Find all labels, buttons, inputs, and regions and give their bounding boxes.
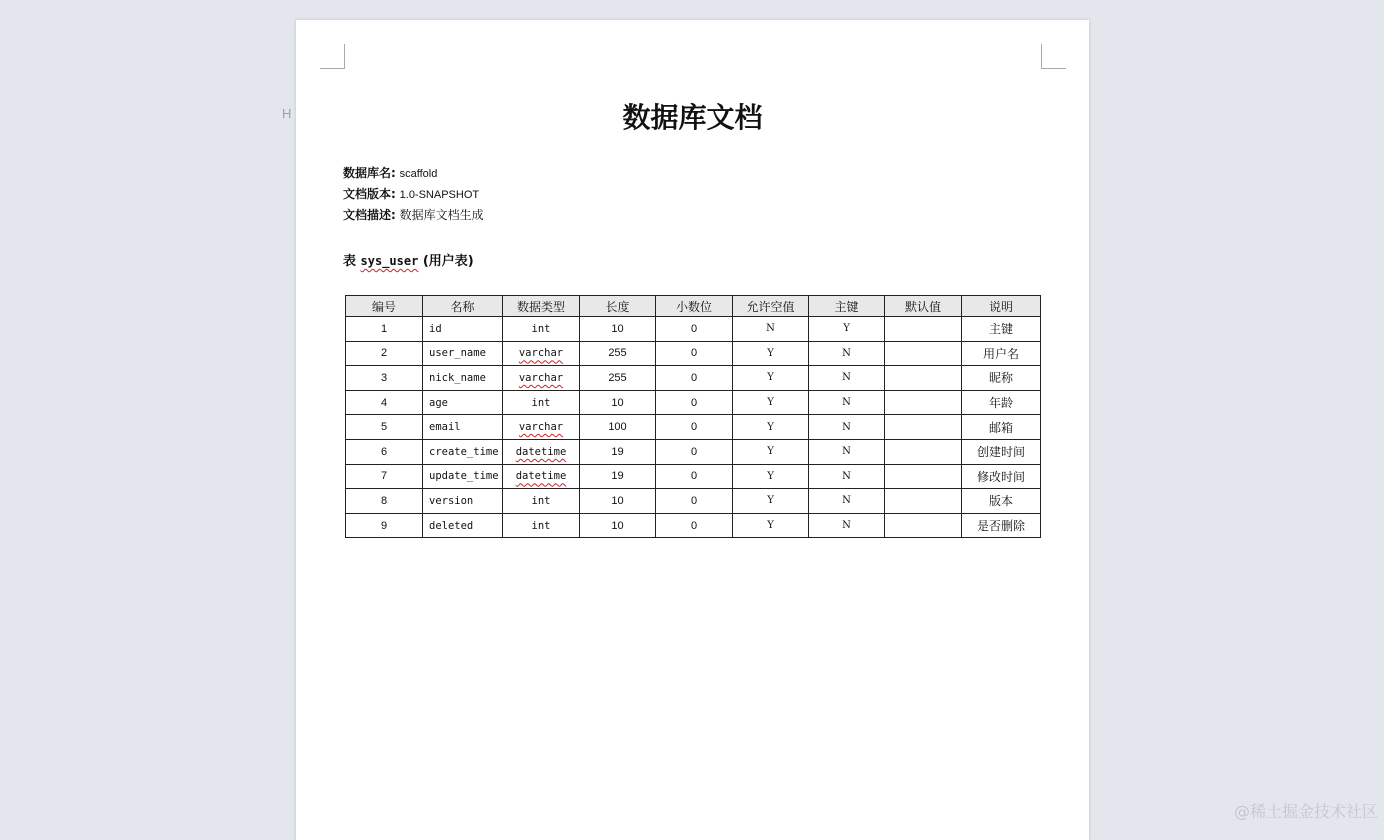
document-title: 数据库文档 <box>622 101 763 134</box>
cell-default <box>885 513 962 538</box>
table-row <box>346 464 1041 489</box>
cell-length: 10 <box>580 513 656 538</box>
cell-length: 10 <box>580 489 656 514</box>
cell-primary-key: N <box>809 439 885 464</box>
cell-number: 6 <box>346 439 423 464</box>
cell-number: 2 <box>346 341 423 366</box>
cell-data-type: int <box>503 390 580 415</box>
section-suffix: (用户表) <box>418 254 474 269</box>
cell-number: 9 <box>346 513 423 538</box>
cell-primary-key: N <box>809 489 885 514</box>
table-row <box>346 439 1041 464</box>
cell-nullable: Y <box>733 366 809 391</box>
cell-default <box>885 415 962 440</box>
cell-number: 1 <box>346 317 423 342</box>
cell-nullable: Y <box>733 390 809 415</box>
cell-description: 年龄 <box>962 390 1041 415</box>
section-prefix: 表 <box>343 254 361 269</box>
cell-description: 主键 <box>962 317 1041 342</box>
table-row <box>346 513 1041 538</box>
table-row <box>346 489 1041 514</box>
cell-length: 255 <box>580 366 656 391</box>
table-row <box>346 366 1041 391</box>
meta-key: 文档版本: <box>343 187 396 201</box>
cell-data-type: int <box>503 317 580 342</box>
cell-default <box>885 341 962 366</box>
meta-database-name <box>343 164 437 181</box>
cell-length: 255 <box>580 341 656 366</box>
cell-description: 昵称 <box>962 366 1041 391</box>
cell-scale: 0 <box>656 439 733 464</box>
cell-number: 3 <box>346 366 423 391</box>
meta-value: 数据库文档生成 <box>399 208 484 222</box>
document-page[interactable] <box>296 20 1089 840</box>
column-header-length: 长度 <box>580 296 656 317</box>
cell-scale: 0 <box>656 513 733 538</box>
cell-name: nick_name <box>423 366 503 391</box>
cell-data-type <box>503 464 580 489</box>
column-header-primary-key: 主键 <box>809 296 885 317</box>
cell-nullable: Y <box>733 439 809 464</box>
side-label: H <box>282 106 292 121</box>
cell-length: 10 <box>580 317 656 342</box>
cell-description: 版本 <box>962 489 1041 514</box>
cell-nullable: Y <box>733 415 809 440</box>
cell-scale: 0 <box>656 390 733 415</box>
margin-corner-top-left <box>320 44 345 69</box>
cell-data-type: int <box>503 513 580 538</box>
cell-name: id <box>423 317 503 342</box>
cell-name: version <box>423 489 503 514</box>
cell-primary-key: N <box>809 513 885 538</box>
column-header-description: 说明 <box>962 296 1041 317</box>
section-table-name: sys_user <box>360 254 419 268</box>
cell-number: 4 <box>346 390 423 415</box>
cell-number: 8 <box>346 489 423 514</box>
cell-default <box>885 390 962 415</box>
cell-default <box>885 439 962 464</box>
meta-value: 1.0-SNAPSHOT <box>399 189 480 201</box>
cell-primary-key: Y <box>809 317 885 342</box>
cell-primary-key: N <box>809 464 885 489</box>
meta-key: 文档描述: <box>343 208 396 222</box>
cell-description: 修改时间 <box>962 464 1041 489</box>
cell-primary-key: N <box>809 341 885 366</box>
cell-data-type <box>503 366 580 391</box>
cell-data-type <box>503 415 580 440</box>
column-header-nullable: 允许空值 <box>733 296 809 317</box>
meta-value: scaffold <box>399 168 438 180</box>
cell-length: 10 <box>580 390 656 415</box>
cell-nullable: Y <box>733 489 809 514</box>
cell-default <box>885 489 962 514</box>
cell-data-type <box>503 341 580 366</box>
table-row <box>346 317 1041 342</box>
cell-data-type <box>503 439 580 464</box>
column-header-scale: 小数位 <box>656 296 733 317</box>
cell-nullable: N <box>733 317 809 342</box>
cell-default <box>885 317 962 342</box>
cell-number: 5 <box>346 415 423 440</box>
cell-scale: 0 <box>656 366 733 391</box>
cell-name: update_time <box>423 464 503 489</box>
table-row <box>346 415 1041 440</box>
cell-description: 邮箱 <box>962 415 1041 440</box>
cell-nullable: Y <box>733 513 809 538</box>
table-row <box>346 341 1041 366</box>
cell-scale: 0 <box>656 317 733 342</box>
cell-scale: 0 <box>656 341 733 366</box>
column-header-default: 默认值 <box>885 296 962 317</box>
spellcheck-text: datetime <box>515 445 567 458</box>
cell-nullable: Y <box>733 464 809 489</box>
cell-name: create_time <box>423 439 503 464</box>
cell-data-type: int <box>503 489 580 514</box>
cell-number: 7 <box>346 464 423 489</box>
margin-corner-top-right <box>1041 44 1066 69</box>
table-section-title <box>343 250 474 269</box>
cell-primary-key: N <box>809 415 885 440</box>
cell-description: 用户名 <box>962 341 1041 366</box>
cell-length: 19 <box>580 439 656 464</box>
column-header-number: 编号 <box>346 296 423 317</box>
cell-scale: 0 <box>656 489 733 514</box>
cell-name: age <box>423 390 503 415</box>
cell-length: 19 <box>580 464 656 489</box>
cell-length: 100 <box>580 415 656 440</box>
cell-nullable: Y <box>733 341 809 366</box>
spellcheck-text: varchar <box>518 371 564 384</box>
meta-document-version <box>343 185 479 202</box>
cell-description: 创建时间 <box>962 439 1041 464</box>
cell-default <box>885 464 962 489</box>
spellcheck-text: varchar <box>518 421 564 434</box>
cell-name: deleted <box>423 513 503 538</box>
watermark: @稀土掘金技术社区 <box>1233 802 1378 821</box>
spellcheck-text: datetime <box>515 470 567 483</box>
column-header-data-type: 数据类型 <box>503 296 580 317</box>
cell-name: user_name <box>423 341 503 366</box>
column-header-name: 名称 <box>423 296 503 317</box>
spellcheck-text: varchar <box>518 347 564 360</box>
meta-document-description <box>343 206 484 223</box>
cell-primary-key: N <box>809 366 885 391</box>
cell-scale: 0 <box>656 415 733 440</box>
cell-scale: 0 <box>656 464 733 489</box>
cell-name: email <box>423 415 503 440</box>
table-header-row <box>346 296 1041 317</box>
table-row <box>346 390 1041 415</box>
meta-key: 数据库名: <box>343 166 396 180</box>
cell-primary-key: N <box>809 390 885 415</box>
cell-default <box>885 366 962 391</box>
fields-table <box>345 295 1041 538</box>
cell-description: 是否删除 <box>962 513 1041 538</box>
